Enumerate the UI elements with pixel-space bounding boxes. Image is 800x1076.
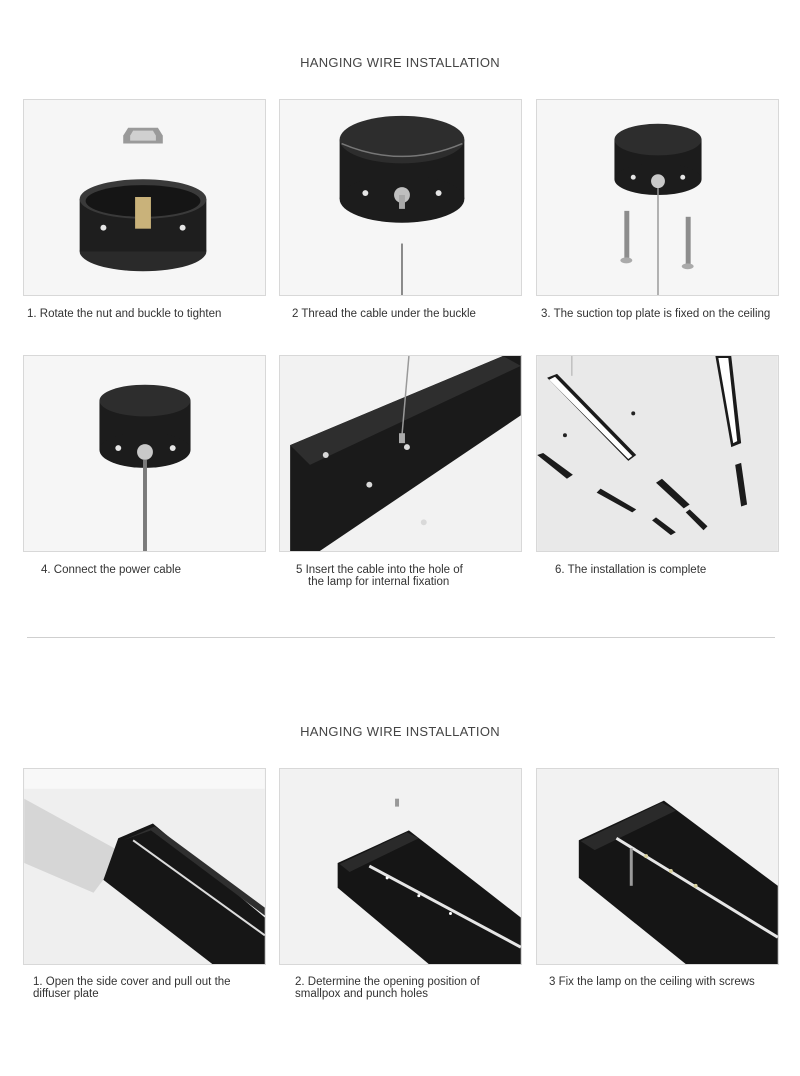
step-b2-caption-line2: smallpox and punch holes xyxy=(295,988,428,1000)
step-3-image xyxy=(536,99,779,296)
step-b1-caption-line1: 1. Open the side cover and pull out the xyxy=(33,976,231,988)
step-3-caption: 3. The suction top plate is fixed on the ceiling xyxy=(541,308,771,320)
step-1-image xyxy=(23,99,266,296)
section-divider xyxy=(27,637,775,638)
step-b1-image xyxy=(23,768,266,965)
step-b3-image xyxy=(536,768,779,965)
step-4-image xyxy=(23,355,266,552)
step-5-caption-line2: the lamp for internal fixation xyxy=(308,576,450,588)
step-2-caption: 2 Thread the cable under the buckle xyxy=(292,308,476,320)
step-1-caption: 1. Rotate the nut and buckle to tighten xyxy=(27,308,222,320)
step-b3-caption: 3 Fix the lamp on the ceiling with screws xyxy=(549,976,755,988)
section-title-2: HANGING WIRE INSTALLATION xyxy=(300,724,500,739)
step-5-caption-line1: 5 Insert the cable into the hole of xyxy=(296,564,463,576)
step-4-caption: 4. Connect the power cable xyxy=(41,564,182,576)
step-2-image xyxy=(279,99,522,296)
step-b1-caption-line2: diffuser plate xyxy=(33,988,99,1000)
step-6-image xyxy=(536,355,779,552)
step-b2-image xyxy=(279,768,522,965)
section-title: HANGING WIRE INSTALLATION xyxy=(300,55,500,70)
step-5-image xyxy=(279,355,522,552)
step-6-caption: 6. The installation is complete xyxy=(555,564,707,576)
step-b2-caption-line1: 2. Determine the opening position of xyxy=(295,976,480,988)
